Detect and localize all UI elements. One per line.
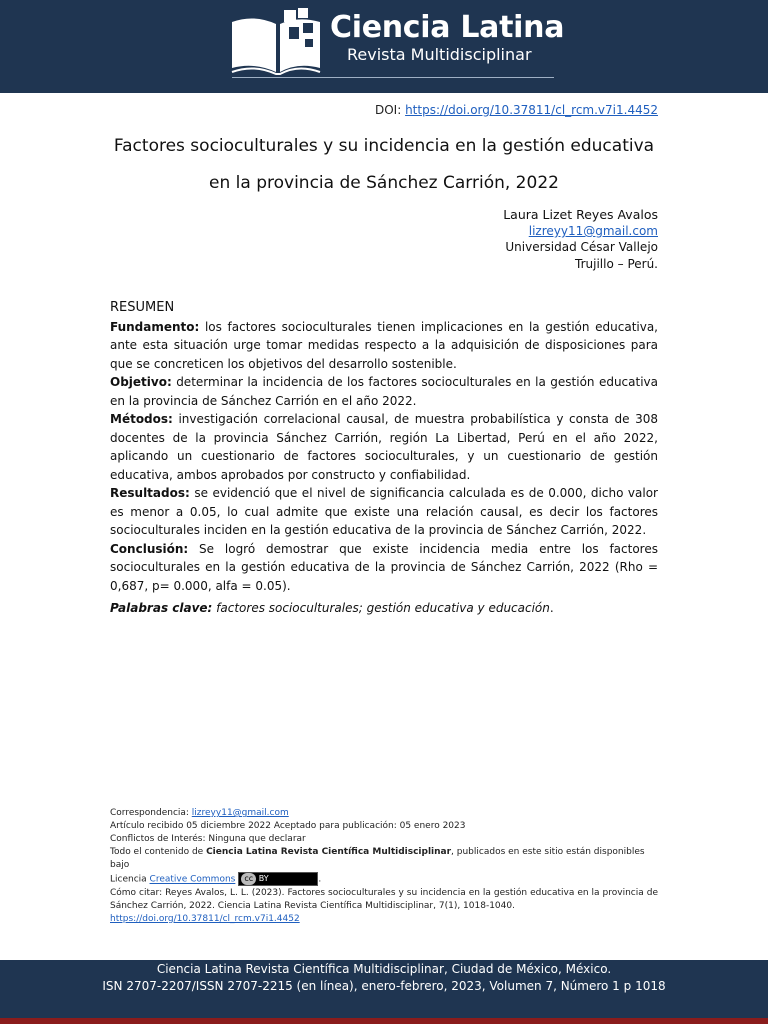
license-prefix: Licencia xyxy=(110,874,150,885)
doi-link[interactable]: https://doi.org/10.37811/cl_rcm.v7i1.4452 xyxy=(405,103,658,117)
author-email-link[interactable]: lizreyy11@gmail.com xyxy=(528,224,658,238)
abstract-heading: RESUMEN xyxy=(110,300,175,315)
abstract-section xyxy=(110,299,658,595)
content-suffix: , publicados en este sitio están disponibles bajo xyxy=(110,847,645,870)
correspondence-email-link[interactable]: lizreyy11@gmail.com xyxy=(191,808,289,818)
conclusion-label: Conclusión: xyxy=(110,541,189,556)
correspondence-label: Correspondencia: xyxy=(110,808,192,818)
journal-brand-title: Ciencia Latina xyxy=(330,10,565,45)
footer-stripe xyxy=(0,1018,768,1024)
doi-label: DOI: xyxy=(374,103,406,117)
author-email-line xyxy=(529,224,658,238)
creative-commons-link[interactable]: Creative Commons xyxy=(149,874,236,885)
author-university: Universidad César Vallejo xyxy=(505,240,658,254)
received-line: Artículo recibido 05 diciembre 2022 Aceptado para publicación: 05 enero 2023 xyxy=(110,821,466,831)
footer-line-1: Ciencia Latina Revista Científica Multidisciplinar, Ciudad de México, México. xyxy=(156,962,612,976)
fundamento-text: los factores socioculturales tienen implicaciones en la gestión educativa, ante esta situación urge tomar medidas respecto a la adquisición de disposiciones para que se concreticen los objetivos del desarrollo sostenible. xyxy=(110,319,658,371)
abstract-conclusion xyxy=(110,540,658,596)
cc-badge-cc: cc xyxy=(241,873,256,885)
open-book-logo-icon xyxy=(228,6,328,76)
conclusion-text: Se logró demostrar que existe incidencia media entre los factores socioculturales en la gestión educativa de la provincia de Sánchez Carrión, 2022 (Rho = 0,687, p= 0.000, alfa = 0.05). xyxy=(110,541,658,593)
citation-url-link[interactable]: https://doi.org/10.37811/cl_rcm.v7i1.4452 xyxy=(110,913,300,924)
metodos-text: investigación correlacional causal, de muestra probabilística y consta de 308 docentes de la provincia Sánchez Carrión, región La Libertad, Perú en el año 2022, aplicando un cuestionario de factores socioculturales, y un cuestionario de gestión educativa, ambos aprobados por constructo y confiabilidad. xyxy=(110,412,658,482)
citation-url-line xyxy=(110,913,658,926)
license-line xyxy=(110,872,658,887)
license-end: . xyxy=(318,874,322,885)
journal-brand-subtitle: Revista Multidisciplinar xyxy=(347,45,532,64)
content-journal: Ciencia Latina Revista Científica Multidisciplinar xyxy=(206,847,452,857)
citation-text: Cómo citar: Reyes Avalos, L. L. (2023). Factores socioculturales y su incidencia en la gestión educativa en la provincia de Sánchez Carrión, 2022. Ciencia Latina Revista Científica Multidisciplinar, 7(1), 1018-1040. xyxy=(110,887,658,911)
author-name: Laura Lizet Reyes Avalos xyxy=(503,207,658,222)
cc-by-license-icon[interactable] xyxy=(238,872,318,886)
content-prefix: Todo el contenido de xyxy=(110,847,207,857)
abstract-fundamento xyxy=(110,318,658,374)
abstract-objetivo xyxy=(110,373,658,410)
conflicts-line: Conflictos de Interés: Ninguna que declarar xyxy=(110,834,306,844)
objetivo-label: Objetivo: xyxy=(110,375,172,389)
metodos-label: Métodos: xyxy=(110,412,173,426)
resultados-text: se evidenció que el nivel de significancia calculada es de 0.000, dicho valor es menor a 0.05, lo cual admite que existe una relación causal, es decir los factores socioculturales inciden en la gestión educativa de la provincia de Sánchez Carrión, 2022. xyxy=(110,486,658,537)
keywords-text: factores socioculturales; gestión educativa y educación xyxy=(212,601,550,615)
abstract-resultados xyxy=(110,484,658,540)
objetivo-text: determinar la incidencia de los factores socioculturales en la gestión educativa en la provincia de Sánchez Carrión en el año 2022. xyxy=(110,375,658,408)
fundamento-label: Fundamento: xyxy=(110,319,200,334)
abstract-metodos xyxy=(110,410,658,484)
doi-line xyxy=(375,103,658,117)
resultados-label: Resultados: xyxy=(110,486,190,500)
journal-footer xyxy=(0,960,768,1018)
article-title-line-1: Factores socioculturales y su incidencia en la gestión educativa xyxy=(113,136,655,156)
article-title-line-2: en la provincia de Sánchez Carrión, 2022 xyxy=(209,173,559,193)
keywords-label: Palabras clave: xyxy=(110,601,213,615)
article-notes xyxy=(110,807,658,926)
author-location: Trujillo – Perú. xyxy=(575,257,658,271)
correspondence-line xyxy=(110,807,658,820)
brand-divider xyxy=(232,77,554,78)
journal-header-banner xyxy=(0,0,768,93)
cc-badge-by: BY xyxy=(258,874,269,883)
content-license-line xyxy=(110,846,658,872)
footer-line-2: ISN 2707-2207/ISSN 2707-2215 (en línea), enero-febrero, 2023, Volumen 7, Número 1 p 1018 xyxy=(102,979,666,993)
keywords-line xyxy=(110,601,554,615)
keywords-end: . xyxy=(549,601,554,615)
